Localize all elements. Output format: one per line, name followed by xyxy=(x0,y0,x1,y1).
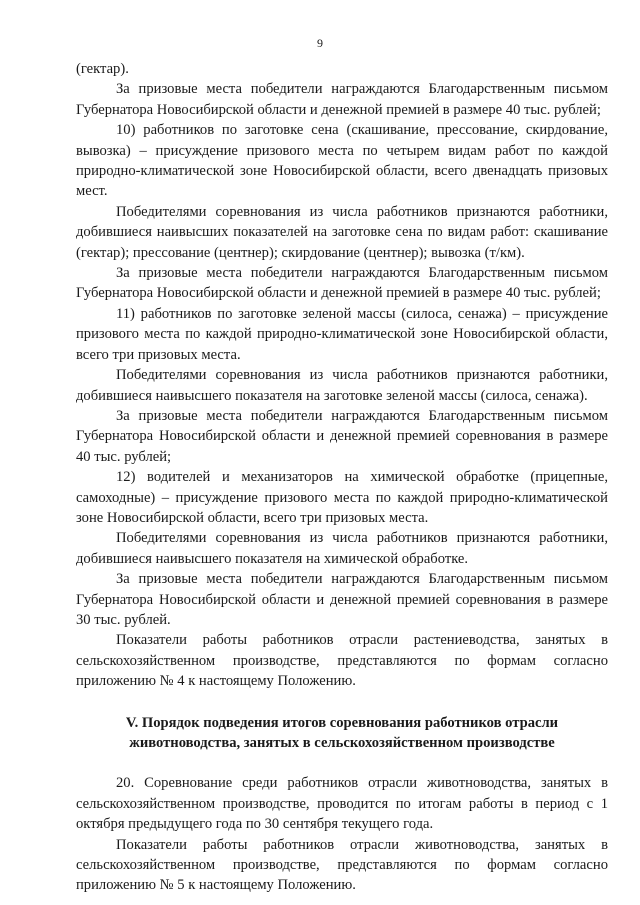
document-body xyxy=(76,59,608,896)
paragraph: За призовые места победители награждаются Благодарственным письмом Губернатора Новосибирской области и денежной премией в размере 40 тыс. рублей; xyxy=(76,81,608,118)
paragraph: 10) работников по заготовке сена (скашивание, прессование, скирдование, вывозка) – присуждение призового места по четырем видам работ по каждой природно-климатической зоне Новосибирской области, всего двенадцать призовых мест. xyxy=(76,122,608,200)
section-heading xyxy=(76,713,608,754)
paragraph: 11) работников по заготовке зеленой массы (силоса, сенажа) – присуждение призового места по каждой природно-климатической зоне Новосибирской области, всего три призовых места. xyxy=(76,305,608,363)
paragraph: 12) водителей и механизаторов на химической обработке (прицепные, самоходные) – присуждение призового места по каждой природно-климатической зоне Новосибирской области, всего три призовых места. xyxy=(76,469,608,526)
paragraph: Победителями соревнования из числа работников признаются работники, добившиеся наивысшего показателя на химической обработке. xyxy=(76,530,608,567)
paragraph: Показатели работы работников отрасли растениеводства, занятых в сельскохозяйственном производстве, представляются по формам согласно приложению № 4 к настоящему Положению. xyxy=(76,632,608,690)
paragraph: 20. Соревнование среди работников отрасли животноводства, занятых в сельскохозяйственном производстве, проводится по итогам работы в период с 1 октября предыдущего года по 30 сентября текущего года. xyxy=(76,775,608,833)
section-heading-line: животноводства, занятых в сельскохозяйственном производстве xyxy=(129,735,555,751)
section-heading-line: V. Порядок подведения итогов соревнования работников отрасли xyxy=(125,714,559,731)
paragraph: Победителями соревнования из числа работников признаются работники, добившиеся наивысших показателей на заготовке сена по видам работ: скашивание (гектар); прессование (центнер); скирдование (центнер); вывозка (т/км). xyxy=(76,203,608,261)
paragraph: Победителями соревнования из числа работников признаются работники, добившиеся наивысшего показателя на заготовке зеленой массы (силоса, сенажа). xyxy=(76,367,608,404)
paragraph: За призовые места победители награждаются Благодарственным письмом Губернатора Новосибирской области и денежной премией соревнования в размере 40 тыс. рублей; xyxy=(76,407,608,465)
paragraph: За призовые места победители награждаются Благодарственным письмом Губернатора Новосибирской области и денежной премией соревнования в размере 30 тыс. рублей. xyxy=(76,571,608,628)
page-number: 9 xyxy=(317,36,323,50)
paragraph: Показатели работы работников отрасли животноводства, занятых в сельскохозяйственном производстве, представляются по формам согласно приложению № 5 к настоящему Положению. xyxy=(76,836,608,894)
paragraph: За призовые места победители награждаются Благодарственным письмом Губернатора Новосибирской области и денежной премией в размере 40 тыс. рублей; xyxy=(76,265,608,302)
paragraph: (гектар). xyxy=(76,61,129,77)
